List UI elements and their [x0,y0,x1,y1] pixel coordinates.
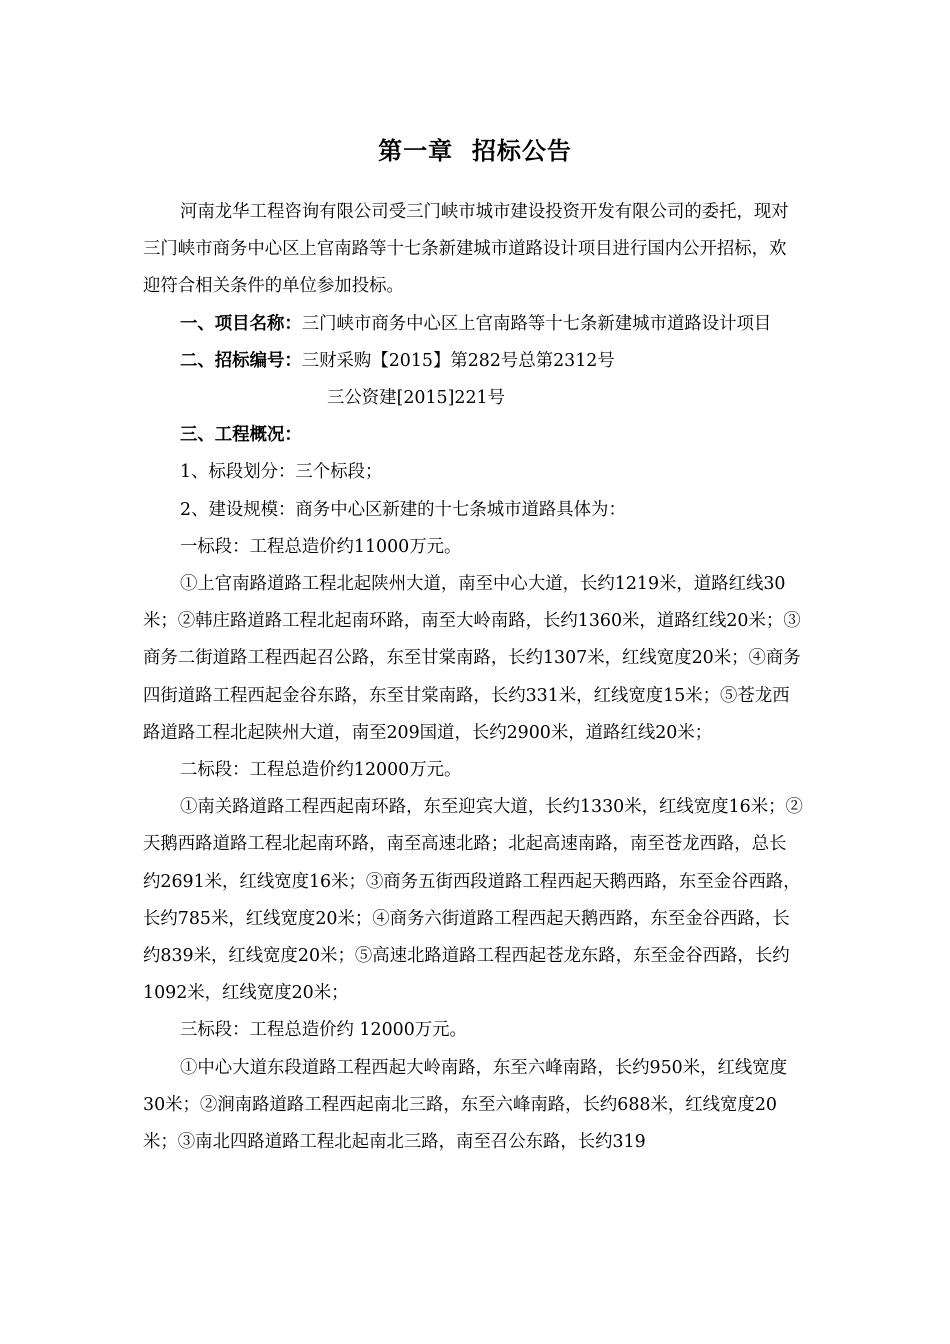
section-2-detail: ①南关路道路工程西起南环路，东至迎宾大道，长约1330米，红线宽度16米；②天鹅西路道路工程北起南环路，南至高速北路；北起高速南路，南至苍龙西路，总长约2691米，红线宽度16米；③商务五街西段道路工程西起天鹅西路，东至金谷西路，长约785米，红线宽度20米；④商务六街道路工程西起天鹅西路，东至金谷西路，长约839米，红线宽度20米；⑤高速北路道路工程西起苍龙东路，东至金谷西路，长约1092米，红线宽度20米； [143,797,803,1004]
bid-number-value-2: 三公资建[2015]221号 [327,388,505,409]
construction-scale-item: 2、建设规模：商务中心区新建的十七条城市道路具体为： [180,499,626,520]
project-name-value: 三门峡市商务中心区上官南路等十七条新建城市道路设计项目 [301,313,772,334]
section-division-item: 1、标段划分：三个标段； [180,462,383,483]
bid-number-paragraph [143,343,803,380]
section-3-detail: ①中心大道东段道路工程西起大岭南路，东至六峰南路，长约950米，红线宽度30米；②涧南路道路工程西起南北三路，东至六峰南路，长约688米，红线宽度20米；③南北四路道路工程北起南北三路，南至召公东路，长约319 [143,1057,788,1153]
project-name-label: 一、项目名称： [180,313,302,334]
overview-heading: 三、工程概况： [180,425,302,446]
section-3-heading: 三标段：工程总造价约 12000万元。 [180,1020,467,1041]
project-name-paragraph [143,306,803,343]
section-1-detail: ①上官南路道路工程北起陕州大道，南至中心大道，长约1219米，道路红线30米；②韩庄路道路工程北起南环路，南至大岭南路，长约1360米，道路红线20米；③商务二街道路工程西起召公路，东至甘棠南路，长约1307米，红线宽度20米；④商务四街道路工程西起金谷东路，东至甘棠南路，长约331米，红线宽度15米；⑤苍龙西路道路工程北起陕州大道，南至209国道，长约2900米，道路红线20米； [143,574,801,743]
bid-number-value-1: 三财采购【2015】第282号总第2312号 [301,350,615,371]
chapter-title: 第一章 招标公告 [378,137,572,165]
section-2-heading: 二标段：工程总造价约12000万元。 [180,760,462,781]
document-body [143,194,803,1161]
bid-number-label: 二、招标编号： [180,350,302,371]
section-1-heading: 一标段：工程总造价约11000万元。 [180,536,462,557]
intro-paragraph: 河南龙华工程咨询有限公司受三门峡市城市建设投资开发有限公司的委托，现对三门峡市商务中心区上官南路等十七条新建城市道路设计项目进行国内公开招标，欢迎符合相关条件的单位参加投标。 [143,202,789,297]
